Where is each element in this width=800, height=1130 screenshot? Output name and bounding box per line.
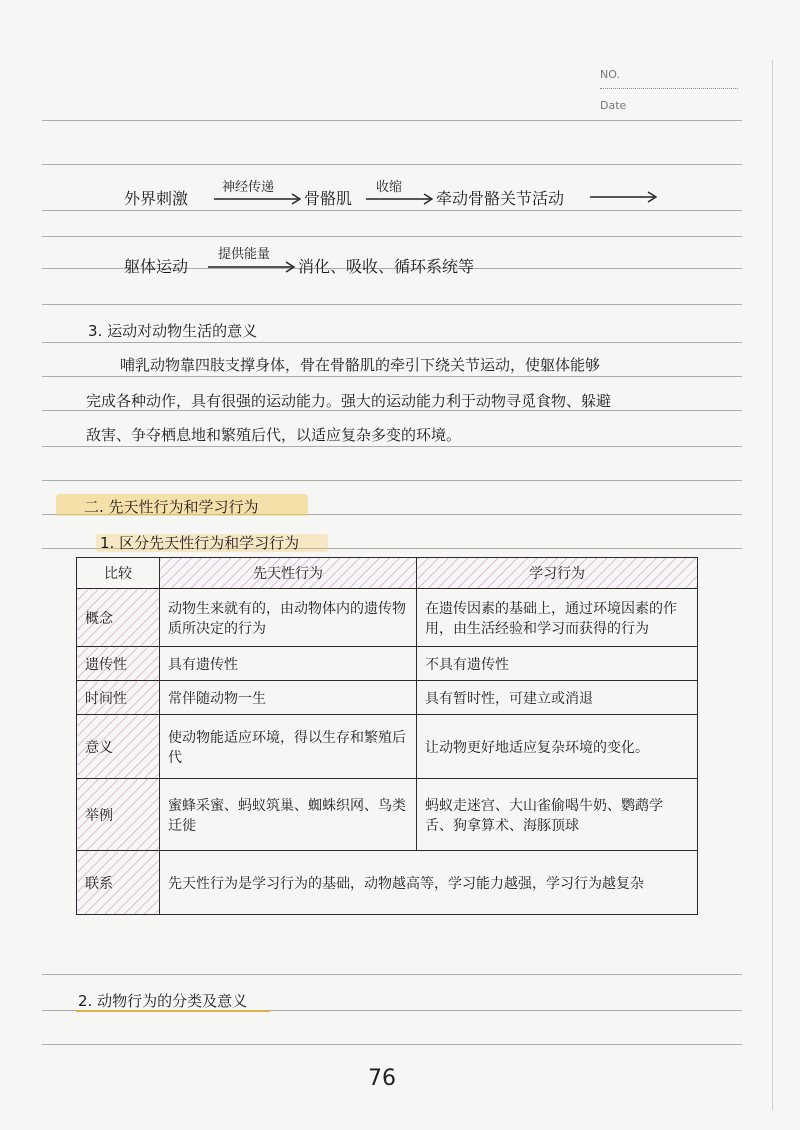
cell-learned: 蚂蚁走迷宫、大山雀偷喝牛奶、鹦鹉学舌、狗拿算术、海豚顶球 xyxy=(417,779,698,851)
margin-line xyxy=(772,60,773,1110)
ruled-line xyxy=(42,342,742,343)
ruled-line xyxy=(42,164,742,165)
section2-title: 二. 先天性行为和学习行为 xyxy=(84,498,259,516)
page-number: 76 xyxy=(368,1066,396,1091)
flow-start-text: 外界刺激 xyxy=(124,189,189,208)
cell-learned: 具有暂时性，可建立或消退 xyxy=(417,681,698,715)
table-row xyxy=(77,715,698,779)
flow-arrow1-label: 神经传递 xyxy=(222,180,275,195)
comparison-table xyxy=(76,557,698,915)
ruled-line xyxy=(42,210,742,211)
section2-sub2: 2. 动物行为的分类及意义 xyxy=(78,992,248,1010)
cell-learned: 不具有遗传性 xyxy=(417,647,698,681)
ruled-line xyxy=(42,236,742,237)
section2-sub1: 1. 区分先天性行为和学习行为 xyxy=(100,534,300,552)
cell-innate: 使动物能适应环境，得以生存和繁殖后代 xyxy=(160,715,417,779)
header-dotted-line xyxy=(600,88,738,89)
row-label: 举例 xyxy=(77,779,160,851)
row-label: 联系 xyxy=(77,851,160,915)
flow-continue-arrow-icon xyxy=(588,190,660,204)
table-row xyxy=(77,647,698,681)
flow-arrow2-icon xyxy=(364,192,436,206)
ruled-line xyxy=(42,480,742,481)
cell-innate: 具有遗传性 xyxy=(160,647,417,681)
cell-learned: 在遗传因素的基础上，通过环境因素的作用，由生活经验和学习而获得的行为 xyxy=(417,589,698,647)
section3-line-2: 完成各种动作，具有很强的运动能力。强大的运动能力利于动物寻觅食物、躲避 xyxy=(86,392,612,410)
row-label: 遗传性 xyxy=(77,647,160,681)
table-row xyxy=(77,681,698,715)
flow-arrow1-icon xyxy=(212,192,304,206)
ruled-line xyxy=(42,446,742,447)
row-label: 概念 xyxy=(77,589,160,647)
ruled-line xyxy=(42,1044,742,1045)
table-row xyxy=(77,779,698,851)
flow2-start-text: 躯体运动 xyxy=(124,257,189,276)
table-row xyxy=(77,851,698,915)
row-label: 意义 xyxy=(77,715,160,779)
ruled-line xyxy=(42,376,742,377)
flow-mid-text: 骨骼肌 xyxy=(304,189,353,208)
section3-title: 3. 运动对动物生活的意义 xyxy=(88,322,258,340)
flow2-end-text: 消化、吸收、循环系统等 xyxy=(298,257,475,276)
flow2-arrow-icon xyxy=(206,260,298,274)
cell-innate: 蜜蜂采蜜、蚂蚁筑巢、蜘蛛织网、鸟类迁徙 xyxy=(160,779,417,851)
flow2-arrow-label: 提供能量 xyxy=(218,247,271,262)
section3-line-1: 哺乳动物靠四肢支撑身体，骨在骨骼肌的牵引下绕关节运动，使躯体能够 xyxy=(120,356,601,374)
cell-relation: 先天性行为是学习行为的基础，动物越高等，学习能力越强，学习行为越复杂 xyxy=(160,851,698,915)
table-row xyxy=(77,589,698,647)
flow-arrow2-label: 收缩 xyxy=(376,180,403,195)
date-label: Date xyxy=(600,99,627,112)
header-innate: 先天性行为 xyxy=(160,558,417,589)
header-compare: 比较 xyxy=(77,558,160,589)
ruled-line xyxy=(42,304,742,305)
section3-line-3: 敌害、争夺栖息地和繁殖后代，以适应复杂多变的环境。 xyxy=(86,426,462,444)
flow-end-text: 牵动骨骼关节活动 xyxy=(436,189,565,208)
sub2-underline xyxy=(76,1010,270,1012)
cell-innate: 常伴随动物一生 xyxy=(160,681,417,715)
cell-innate: 动物生来就有的，由动物体内的遗传物质所决定的行为 xyxy=(160,589,417,647)
header-learned: 学习行为 xyxy=(417,558,698,589)
ruled-line xyxy=(42,974,742,975)
no-label: NO. xyxy=(600,68,620,81)
cell-learned: 让动物更好地适应复杂环境的变化。 xyxy=(417,715,698,779)
row-label: 时间性 xyxy=(77,681,160,715)
table-header-row xyxy=(77,558,698,589)
ruled-line xyxy=(42,120,742,121)
